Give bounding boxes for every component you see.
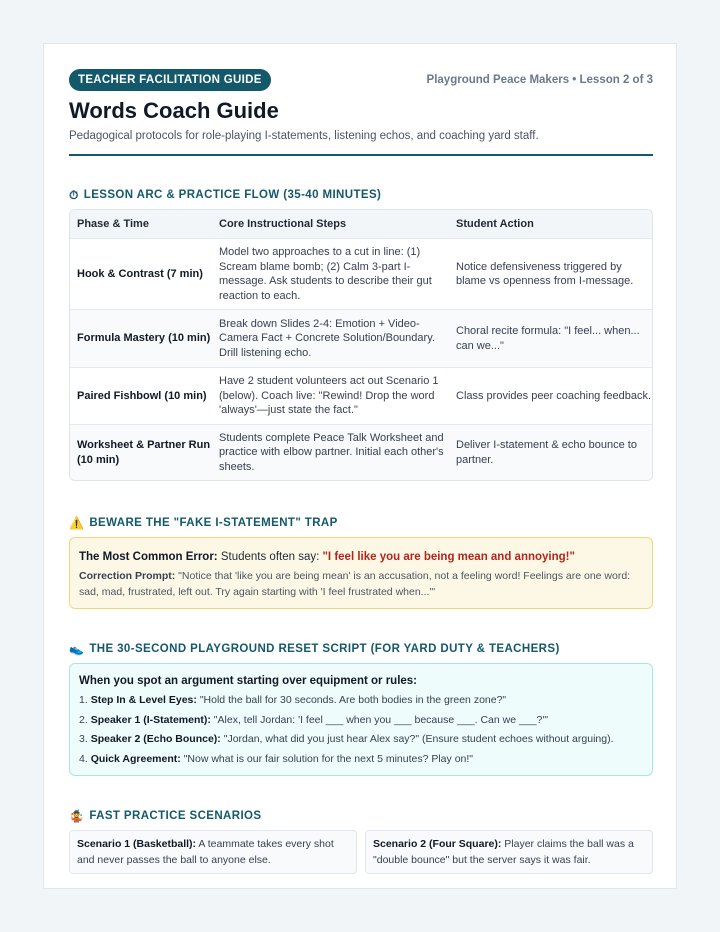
scenario-label: Scenario 1 (Basketball):	[77, 838, 197, 850]
action-cell: Notice defensiveness triggered by blame vs openness from I-message.	[456, 260, 634, 287]
correction-text: "Notice that 'like you are being mean' is an accusation, not a feeling word! Feelings are one word: sad, mad, frustrated, left out. Try again starting with 'I feel frustrated when...'"	[79, 570, 631, 598]
table-row	[70, 424, 652, 480]
column-header-steps: Core Instructional Steps	[219, 217, 347, 230]
list-item	[79, 730, 643, 750]
reset-script-lead: When you spot an argument starting over equipment or rules:	[79, 675, 418, 687]
step-text: "Jordan, what did you just hear Alex say?" (Ensure student echoes without arguing).	[220, 733, 614, 745]
scenarios-heading-text: FAST PRACTICE SCENARIOS	[89, 810, 262, 822]
scenarios-section	[69, 808, 653, 874]
steps-cell: Break down Slides 2-4: Emotion + Video-Camera Fact + Concrete Solution/Boundary. Drill listening echo.	[219, 317, 435, 359]
page-subtitle: Pedagogical protocols for role-playing I-statements, listening echos, and coaching yard staff.	[69, 130, 539, 142]
action-cell: Choral recite formula: "I feel... when... can we..."	[456, 325, 640, 352]
phase-cell: Paired Fishbowl (10 min)	[77, 389, 207, 402]
action-cell: Class provides peer coaching feedback.	[456, 389, 652, 402]
lesson-arc-heading-text: LESSON ARC & PRACTICE FLOW (35-40 MINUTES)	[83, 189, 382, 201]
list-item	[79, 711, 643, 731]
phase-cell: Worksheet & Partner Run (10 min)	[77, 439, 211, 466]
table-row	[70, 367, 652, 424]
scenario-card	[69, 830, 357, 874]
list-item	[79, 691, 643, 711]
correction-prompt	[79, 569, 643, 600]
scenario-cards	[69, 830, 653, 874]
step-text: "Alex, tell Jordan: 'I feel ___ when you ___ because ___. Can we ___?'"	[210, 713, 549, 726]
scenario-label: Scenario 2 (Four Square):	[373, 838, 502, 850]
steps-cell: Model two approaches to a cut in line: (1) Scream blame bomb; (2) Calm 3-part I-message. Ask students to describe their gut reaction to each.	[219, 246, 432, 302]
common-error-quote: "I feel like you are being mean and annoying!"	[322, 551, 575, 563]
reset-script-heading	[69, 641, 653, 657]
steps-cell: Students complete Peace Talk Worksheet and practice with elbow partner. Initial each other's sheets.	[219, 431, 444, 473]
step-label: Step In & Level Eyes:	[90, 694, 197, 706]
step-text: "Now what is our fair solution for the next 5 minutes? Play on!"	[180, 752, 474, 765]
step-text: "Hold the ball for 30 seconds. Are both bodies in the green zone?"	[196, 694, 507, 706]
table-header-row	[70, 210, 652, 238]
table-row	[70, 238, 652, 309]
action-cell: Deliver I-statement & echo bounce to partner.	[456, 439, 637, 466]
phase-cell: Hook & Contrast (7 min)	[77, 267, 203, 280]
correction-label: Correction Prompt:	[79, 570, 176, 582]
stopwatch-icon: ⏱	[69, 187, 79, 202]
scenarios-heading	[69, 808, 653, 824]
step-number: 4.	[79, 752, 88, 765]
guide-content	[69, 69, 653, 874]
reset-script-box	[69, 663, 653, 776]
page-title: Words Coach Guide	[69, 98, 279, 123]
header-divider	[69, 154, 653, 156]
common-error-label: The Most Common Error:	[79, 551, 218, 563]
header-row	[69, 69, 653, 91]
table-row	[70, 309, 652, 367]
scenario-card	[365, 830, 653, 874]
scenario-text: Player claims the ball was a "double bounce" but the server says it was fair.	[373, 838, 634, 866]
lesson-arc-table	[69, 209, 653, 481]
reset-steps-list	[79, 691, 643, 769]
step-number: 3.	[79, 733, 88, 745]
step-number: 1.	[79, 694, 88, 706]
trap-section	[69, 515, 653, 609]
lesson-arc-section	[69, 187, 653, 481]
steps-cell: Have 2 student volunteers act out Scenario 1 (below). Coach live: "Rewind! Drop the word 'always'—just state the fact."	[219, 375, 439, 417]
guide-type-badge: TEACHER FACILITATION GUIDE	[69, 69, 271, 91]
course-label: Playground Peace Makers • Lesson 2 of 3	[426, 74, 653, 86]
column-header-action: Student Action	[456, 217, 534, 230]
reset-script-section	[69, 641, 653, 776]
common-error-text: Students often say:	[217, 551, 323, 563]
column-header-phase: Phase & Time	[77, 217, 149, 230]
step-number: 2.	[79, 713, 88, 726]
juggling-icon: 🤹	[69, 809, 85, 823]
trap-heading	[69, 515, 653, 531]
step-label: Quick Agreement:	[90, 752, 181, 765]
step-label: Speaker 2 (Echo Bounce):	[90, 733, 221, 745]
warning-icon: ⚠️	[69, 516, 85, 530]
common-error-line	[79, 549, 643, 565]
step-label: Speaker 1 (I-Statement):	[90, 713, 211, 726]
scenario-text: A teammate takes every shot and never passes the ball to anyone else.	[77, 838, 334, 866]
trap-callout	[69, 537, 653, 609]
guide-page	[43, 43, 677, 889]
lesson-arc-heading	[69, 187, 653, 203]
phase-cell: Formula Mastery (10 min)	[77, 332, 211, 345]
list-item	[79, 750, 643, 770]
reset-script-heading-text: THE 30-SECOND PLAYGROUND RESET SCRIPT (FOR YARD DUTY & TEACHERS)	[89, 643, 560, 655]
trap-heading-text: BEWARE THE "FAKE I-STATEMENT" TRAP	[89, 517, 338, 529]
whistle-icon: 👟	[69, 642, 85, 656]
